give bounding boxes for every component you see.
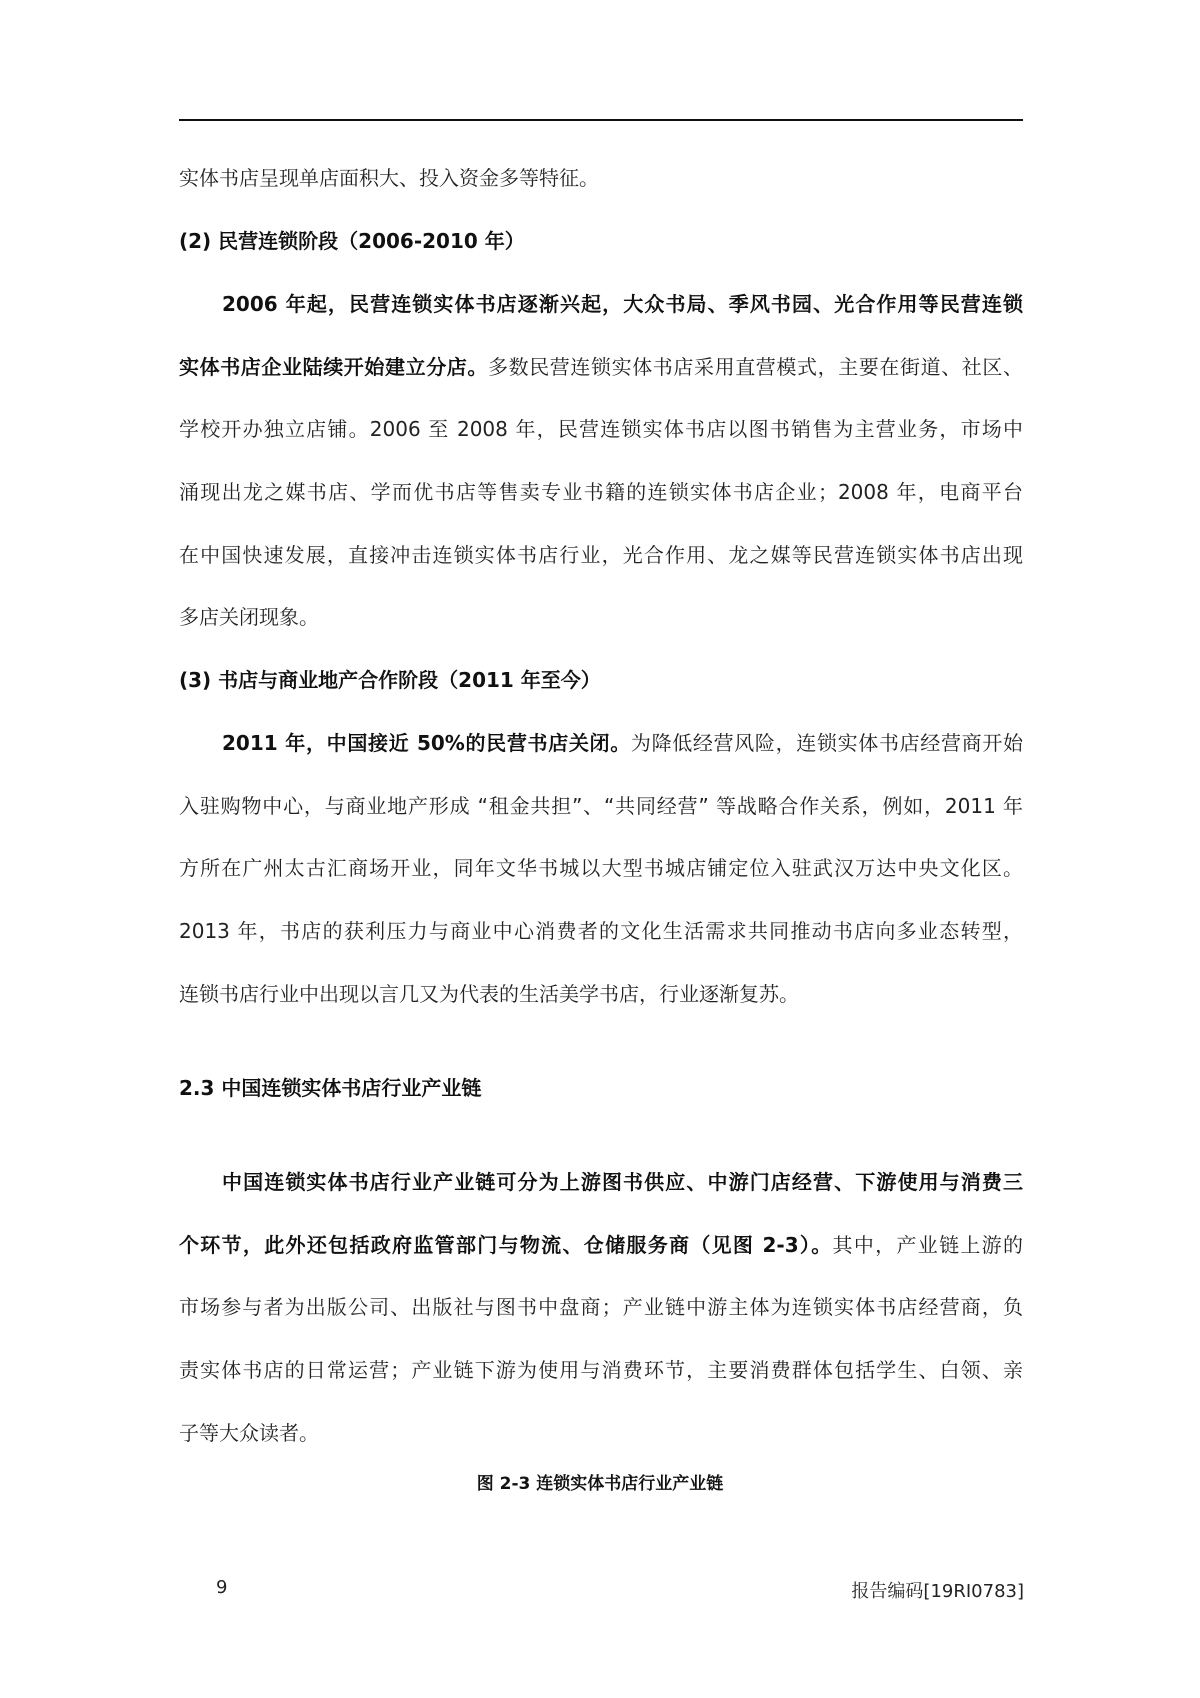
paragraph-line: 2006 年起，民营连锁实体书店逐渐兴起，大众书局、季风书园、光合作用等民营连锁: [222, 292, 1023, 316]
paragraph-line: 个环节，此外还包括政府监管部门与物流、仓储服务商（见图 2-3）。其中，产业链上游的: [179, 1233, 1023, 1257]
paragraph-line: 2011 年，中国接近 50%的民营书店关闭。为降低经营风险，连锁实体书店经营商开始: [222, 731, 1023, 755]
paragraph-line: 入驻购物中心，与商业地产形成 “租金共担”、“共同经营” 等战略合作关系，例如，2011 年: [179, 794, 1023, 818]
page-number: 9: [216, 1577, 228, 1598]
paragraph-line: 中国连锁实体书店行业产业链可分为上游图书供应、中游门店经营、下游使用与消费三: [222, 1170, 1023, 1194]
report-code: 报告编码[19RI0783]: [851, 1581, 1024, 1602]
section-heading-3: (3) 书店与商业地产合作阶段（2011 年至今）: [179, 668, 601, 692]
paragraph-line: 实体书店呈现单店面积大、投入资金多等特征。: [179, 166, 599, 190]
paragraph-line: 连锁书店行业中出现以言几又为代表的生活美学书店，行业逐渐复苏。: [179, 982, 799, 1006]
paragraph-line: 市场参与者为出版公司、出版社与图书中盘商；产业链中游主体为连锁实体书店经营商，负: [179, 1295, 1023, 1319]
figure-caption: 图 2-3 连锁实体书店行业产业链: [476, 1474, 724, 1494]
header-rule: [179, 119, 1023, 121]
paragraph-line: 实体书店企业陆续开始建立分店。多数民营连锁实体书店采用直营模式，主要在街道、社区、: [179, 355, 1023, 379]
paragraph-line: 责实体书店的日常运营；产业链下游为使用与消费环节，主要消费群体包括学生、白领、亲: [179, 1358, 1023, 1382]
section-heading-2-3: 2.3 中国连锁实体书店行业产业链: [179, 1076, 482, 1100]
paragraph-line: 在中国快速发展，直接冲击连锁实体书店行业，光合作用、龙之媒等民营连锁实体书店出现: [179, 543, 1023, 567]
paragraph-line: 涌现出龙之媒书店、学而优书店等售卖专业书籍的连锁实体书店企业；2008 年，电商平台: [179, 480, 1023, 504]
paragraph-line: 2013 年，书店的获利压力与商业中心消费者的文化生活需求共同推动书店向多业态转型，: [179, 919, 1023, 943]
section-heading-2: (2) 民营连锁阶段（2006-2010 年）: [179, 229, 525, 253]
paragraph-line: 方所在广州太古汇商场开业，同年文华书城以大型书城店铺定位入驻武汉万达中央文化区。: [179, 856, 1023, 880]
paragraph-line: 多店关闭现象。: [179, 605, 319, 629]
paragraph-line: 子等大众读者。: [179, 1421, 319, 1445]
paragraph-line: 学校开办独立店铺。2006 至 2008 年，民营连锁实体书店以图书销售为主营业务，市场中: [179, 417, 1023, 441]
